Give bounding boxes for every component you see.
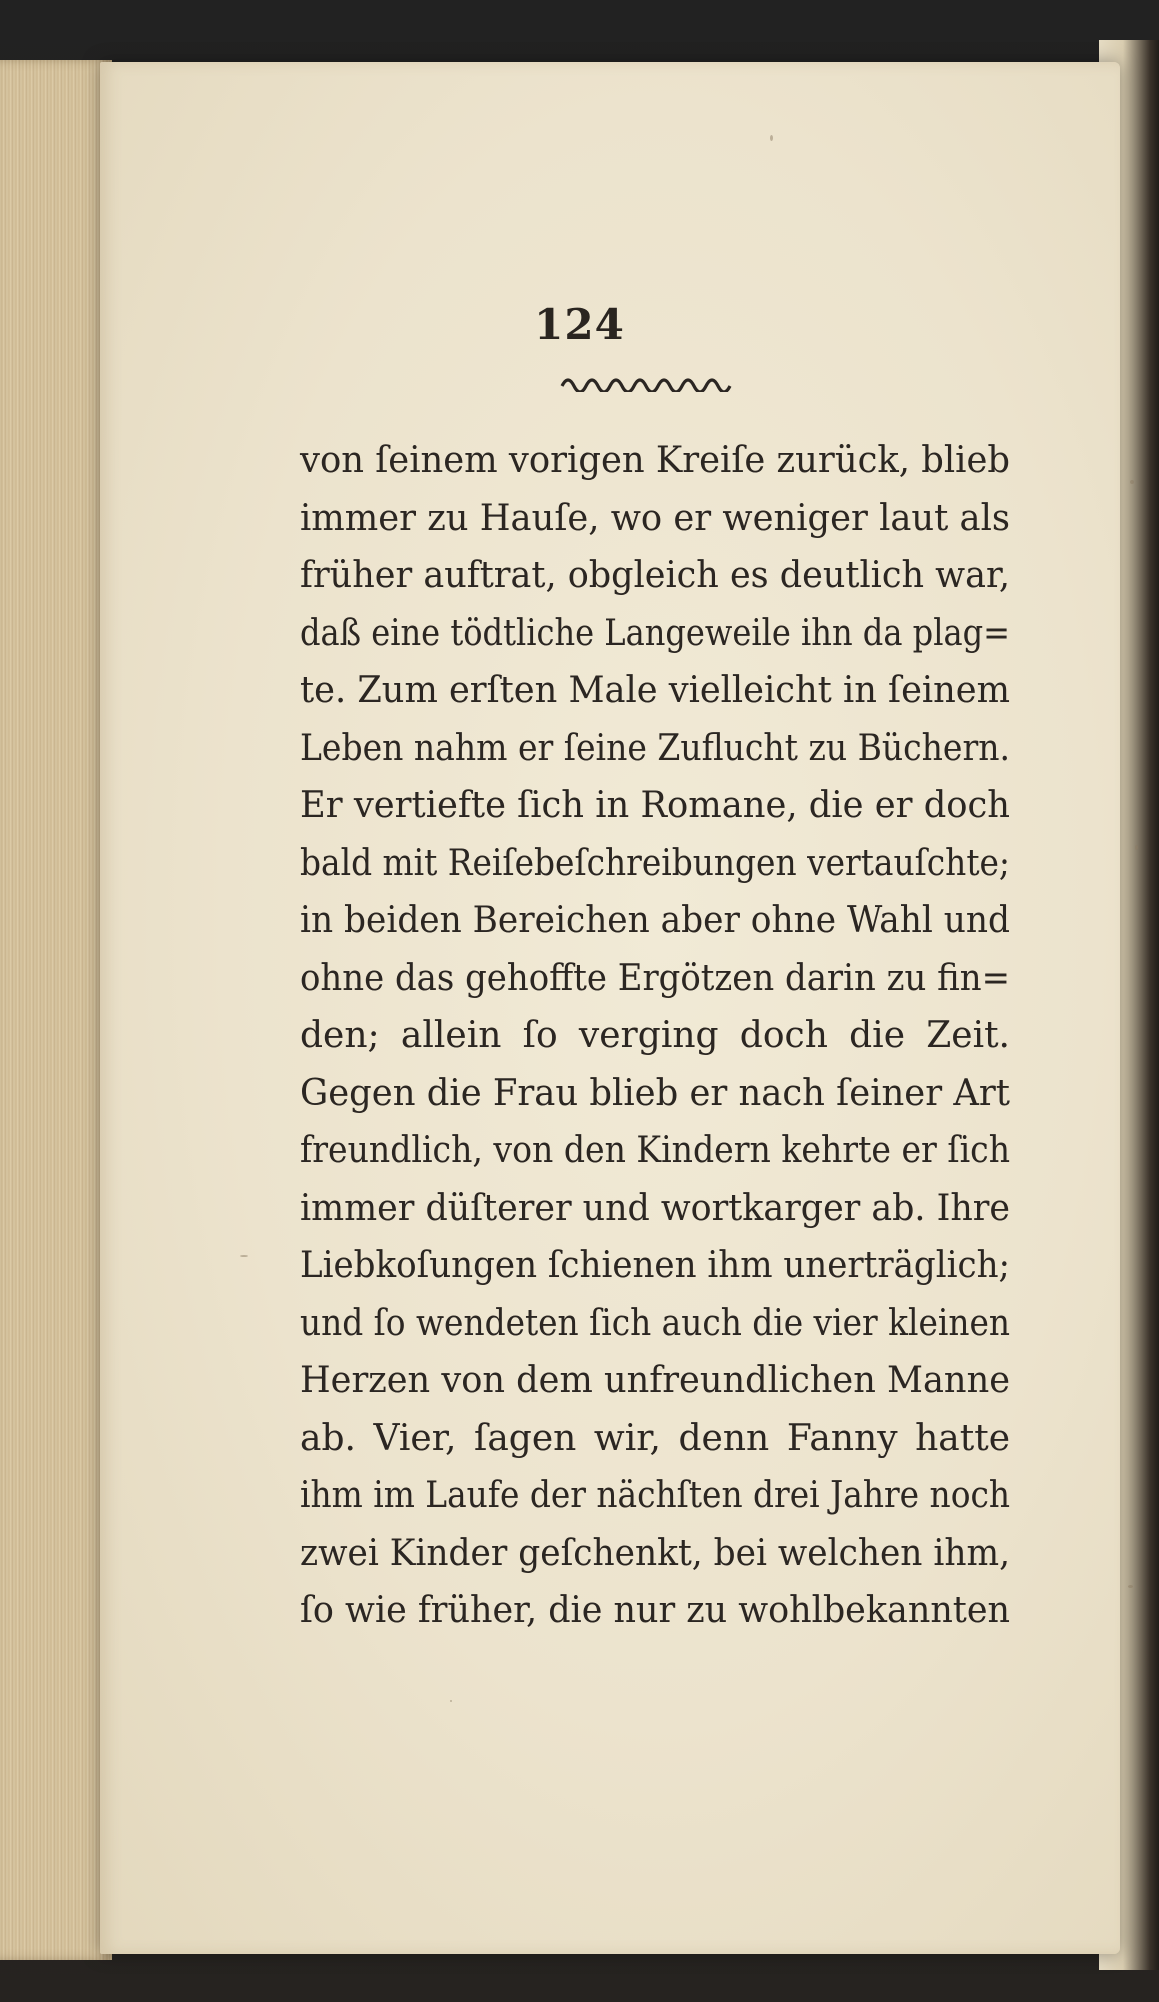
text-line: freundlich, von den Kindern kehrte er ſich: [300, 1130, 1010, 1171]
text-line: ihm im Laufe der nächſten drei Jahre noch: [300, 1475, 1010, 1516]
text-line: früher auftrat, obgleich es deutlich war,: [300, 555, 1010, 596]
text-line: Herzen von dem unfreundlichen Manne: [300, 1360, 1010, 1401]
text-line: zwei Kinder geſchenkt, bei welchen ihm,: [300, 1532, 1010, 1574]
text-line: daß eine tödtliche Langeweile ihn da plag=: [300, 612, 1010, 654]
text-line: Er vertiefte ſich in Romane, die er doch: [300, 785, 1010, 826]
wavy-rule-ornament-icon: [560, 372, 736, 392]
text-line: in beiden Bereichen aber ohne Wahl und: [300, 900, 1010, 941]
text-line: den; allein ſo verging doch die Zeit.: [300, 1015, 1010, 1056]
text-line: Gegen die Frau blieb er nach ſeiner Art: [300, 1072, 1010, 1114]
text-line: von ſeinem vorigen Kreiſe zurück, blieb: [300, 440, 1010, 481]
text-line: immer zu Hauſe, wo er weniger laut als: [300, 497, 1010, 539]
text-line: Liebkoſungen ſchienen ihm unerträglich;: [300, 1245, 1010, 1286]
text-line: ab. Vier, ſagen wir, denn Fanny hatte: [300, 1417, 1010, 1459]
text-line: te. Zum erſten Male vielleicht in ſeinem: [300, 670, 1010, 711]
body-text: [300, 432, 1010, 1640]
text-line: und ſo wendeten ſich auch die vier kleinen: [300, 1302, 1010, 1344]
text-line: ohne das gehoffte Ergötzen darin zu fin=: [300, 957, 1010, 999]
text-line: bald mit Reiſebeſchreibungen vertauſchte;: [300, 842, 1010, 884]
text-line: immer düſterer und wortkarger ab. Ihre: [300, 1187, 1010, 1229]
text-line: ſo wie früher, die nur zu wohlbekannten: [300, 1590, 1010, 1631]
text-line: Leben nahm er ſeine Zuflucht zu Büchern.: [300, 727, 1010, 769]
page-number: 124: [534, 300, 625, 349]
